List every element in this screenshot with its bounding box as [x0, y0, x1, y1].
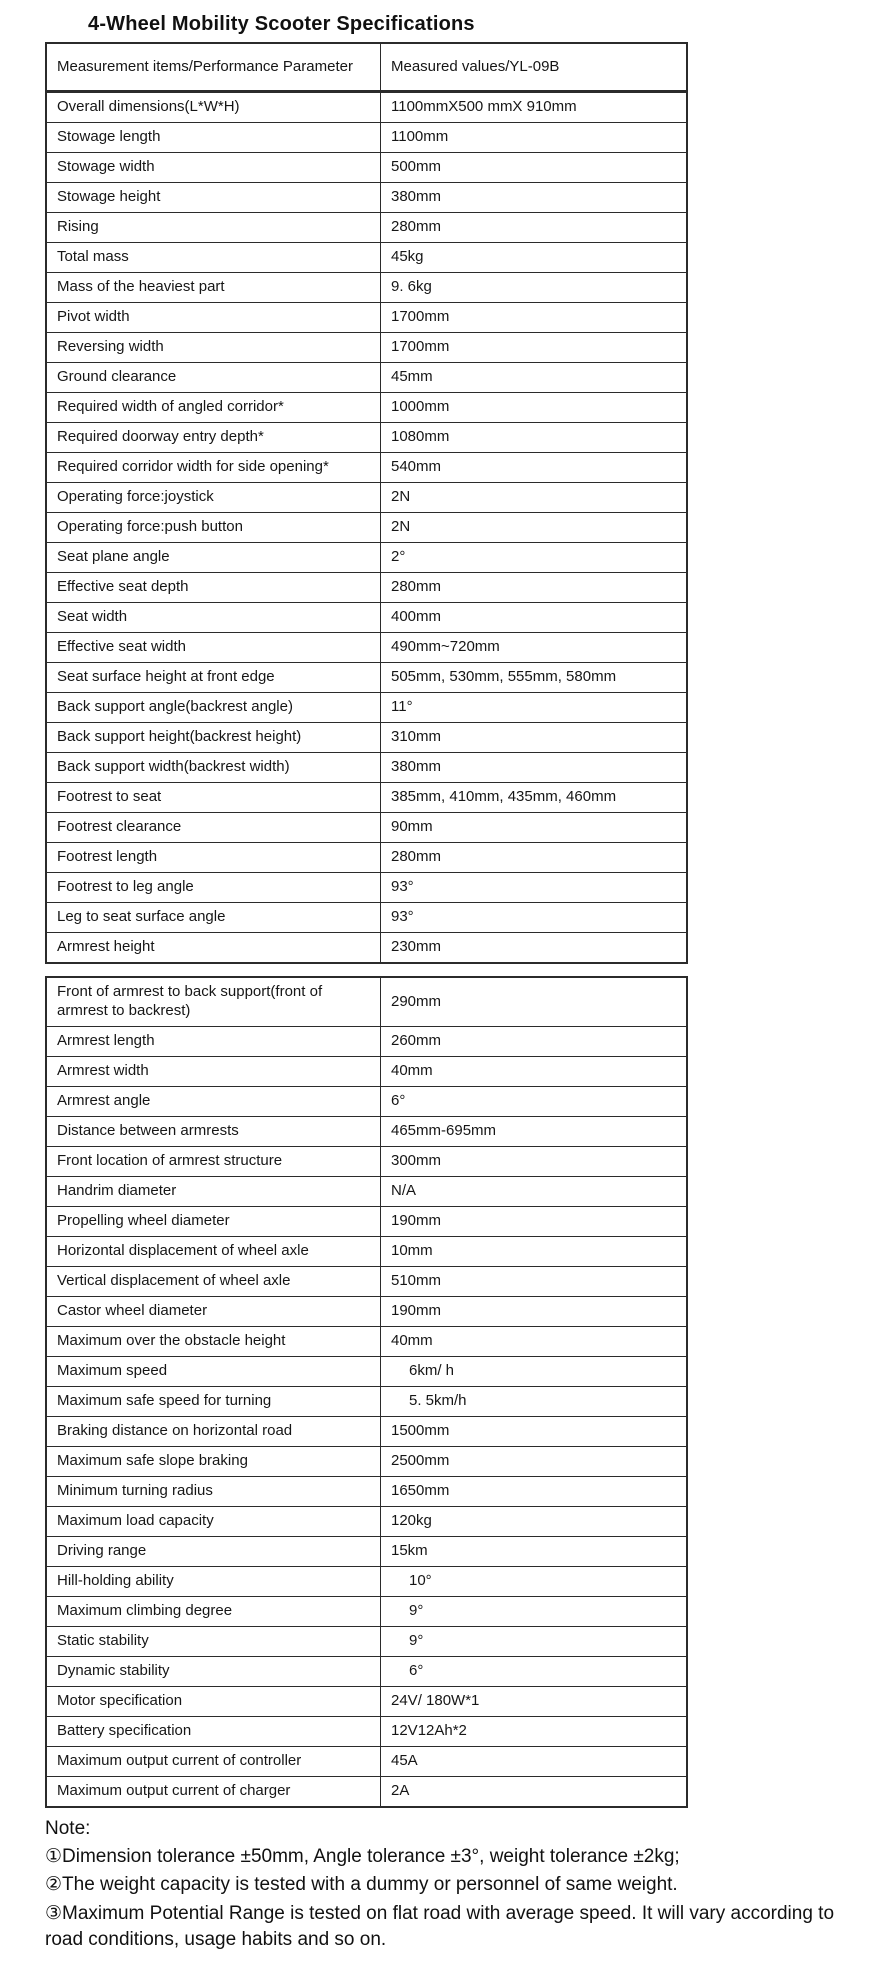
row-value: 45kg: [391, 248, 424, 266]
row-value: 120kg: [391, 1512, 432, 1530]
row-item-label: Overall dimensions(L*W*H): [47, 93, 381, 122]
row-value: 280mm: [391, 218, 442, 236]
row-value: 1100mmX500 mmX 910mm: [391, 98, 577, 116]
row-value: 10mm: [391, 1242, 433, 1260]
row-value: 230mm: [391, 938, 442, 956]
row-value: 190mm: [391, 1212, 442, 1230]
row-value: 45A: [391, 1752, 418, 1770]
spec-table-main: [45, 42, 688, 964]
row-item-label: Maximum speed: [47, 1357, 381, 1386]
header-measurement-items: Measurement items/Performance Parameter: [47, 44, 381, 90]
row-item-label: Front of armrest to back support(front of armrest to backrest): [47, 978, 381, 1026]
table-row: [47, 602, 686, 632]
table-row: [47, 662, 686, 692]
row-item-label: Footrest length: [47, 843, 381, 872]
row-value: 11°: [391, 698, 413, 716]
table-row: [47, 272, 686, 302]
table-body-section-2: [47, 978, 686, 1806]
row-value: 10°: [409, 1572, 432, 1590]
row-value: 540mm: [391, 458, 442, 476]
row-value: 510mm: [391, 1272, 442, 1290]
row-value: N/A: [391, 1182, 417, 1200]
table-row: [47, 242, 686, 272]
table-row: [47, 932, 686, 962]
row-value: 1650mm: [391, 1482, 450, 1500]
table-row: [47, 1356, 686, 1386]
table-row: [47, 332, 686, 362]
row-value: 40mm: [391, 1062, 433, 1080]
table-row: [47, 1716, 686, 1746]
row-value: 2500mm: [391, 1452, 450, 1470]
row-item-label: Leg to seat surface angle: [47, 903, 381, 932]
table-row: [47, 1266, 686, 1296]
table-row: [47, 722, 686, 752]
row-item-label: Castor wheel diameter: [47, 1297, 381, 1326]
table-row: [47, 1116, 686, 1146]
table-row: [47, 812, 686, 842]
row-item-label: Total mass: [47, 243, 381, 272]
row-item-label: Mass of the heaviest part: [47, 273, 381, 302]
table-row: [47, 572, 686, 602]
row-value: 465mm-695mm: [391, 1122, 497, 1140]
row-item-label: Armrest height: [47, 933, 381, 962]
row-item-label: Stowage width: [47, 153, 381, 182]
row-value: 9°: [409, 1602, 424, 1620]
row-value: 380mm: [391, 188, 442, 206]
row-value: 5. 5km/h: [409, 1392, 467, 1410]
row-value: 9. 6kg: [391, 278, 432, 296]
table-row: [47, 1776, 686, 1806]
row-value: 260mm: [391, 1032, 442, 1050]
note-item-1: ①Dimension tolerance ±50mm, Angle tolerance ±3°, weight tolerance ±2kg;: [45, 1846, 680, 1868]
row-value: 45mm: [391, 368, 433, 386]
table-header-row: [47, 44, 686, 92]
row-item-label: Footrest clearance: [47, 813, 381, 842]
table-row: [47, 1056, 686, 1086]
notes-label: Note:: [45, 1818, 91, 1839]
table-row: [47, 1596, 686, 1626]
row-item-label: Distance between armrests: [47, 1117, 381, 1146]
table-row: [47, 1326, 686, 1356]
row-item-label: Pivot width: [47, 303, 381, 332]
row-item-label: Operating force:joystick: [47, 483, 381, 512]
page-title: 4-Wheel Mobility Scooter Specifications: [88, 13, 475, 35]
row-value: 1100mm: [391, 128, 449, 146]
row-item-label: Motor specification: [47, 1687, 381, 1716]
row-value: 6°: [409, 1662, 424, 1680]
table-row: [47, 302, 686, 332]
table-row: [47, 1236, 686, 1266]
row-item-label: Armrest length: [47, 1027, 381, 1056]
table-row: [47, 692, 686, 722]
row-item-label: Rising: [47, 213, 381, 242]
table-row: [47, 92, 686, 122]
row-item-label: Hill-holding ability: [47, 1567, 381, 1596]
row-item-label: Required corridor width for side opening*: [47, 453, 381, 482]
notes-section: [45, 1816, 867, 1953]
table-row: [47, 1086, 686, 1116]
table-row: [47, 482, 686, 512]
row-value: 290mm: [391, 992, 442, 1010]
row-value: 2°: [391, 548, 406, 566]
spec-table-continued: [45, 976, 688, 1808]
row-item-label: Propelling wheel diameter: [47, 1207, 381, 1236]
table-row: [47, 752, 686, 782]
row-item-label: Armrest angle: [47, 1087, 381, 1116]
row-item-label: Effective seat width: [47, 633, 381, 662]
row-item-label: Braking distance on horizontal road: [47, 1417, 381, 1446]
row-value: 1500mm: [391, 1422, 450, 1440]
row-item-label: Maximum output current of controller: [47, 1747, 381, 1776]
table-row: [47, 1626, 686, 1656]
table-row: [47, 362, 686, 392]
row-item-label: Maximum over the obstacle height: [47, 1327, 381, 1356]
row-value: 280mm: [391, 848, 442, 866]
table-row: [47, 1416, 686, 1446]
row-value: 2N: [391, 518, 411, 536]
table-row: [47, 1476, 686, 1506]
row-value: 380mm: [391, 758, 442, 776]
row-item-label: Seat plane angle: [47, 543, 381, 572]
row-value: 310mm: [391, 728, 442, 746]
row-item-label: Reversing width: [47, 333, 381, 362]
row-item-label: Footrest to leg angle: [47, 873, 381, 902]
table-row: [47, 842, 686, 872]
row-item-label: Operating force:push button: [47, 513, 381, 542]
row-item-label: Back support angle(backrest angle): [47, 693, 381, 722]
table-row: [47, 1026, 686, 1056]
note-item-3: ③Maximum Potential Range is tested on flat road with average speed. It will vary according to road conditions, usage habits and so on.: [45, 1902, 835, 1950]
table-row: [47, 1746, 686, 1776]
table-row: [47, 452, 686, 482]
row-value: 40mm: [391, 1332, 433, 1350]
table-row: [47, 1446, 686, 1476]
row-value: 490mm~720mm: [391, 638, 500, 656]
row-value: 1700mm: [391, 338, 450, 356]
table-row: [47, 1176, 686, 1206]
row-item-label: Dynamic stability: [47, 1657, 381, 1686]
note-item-2: ②The weight capacity is tested with a dummy or personnel of same weight.: [45, 1874, 678, 1896]
row-value: 6°: [391, 1092, 406, 1110]
table-row: [47, 632, 686, 662]
row-value: 6km/ h: [409, 1362, 455, 1380]
row-item-label: Required width of angled corridor*: [47, 393, 381, 422]
row-value: 385mm, 410mm, 435mm, 460mm: [391, 788, 617, 806]
table-row: [47, 542, 686, 572]
row-item-label: Back support width(backrest width): [47, 753, 381, 782]
row-item-label: Seat surface height at front edge: [47, 663, 381, 692]
row-item-label: Seat width: [47, 603, 381, 632]
row-item-label: Maximum safe speed for turning: [47, 1387, 381, 1416]
row-item-label: Driving range: [47, 1537, 381, 1566]
table-row: [47, 1386, 686, 1416]
table-row: [47, 422, 686, 452]
table-row: [47, 782, 686, 812]
row-item-label: Ground clearance: [47, 363, 381, 392]
row-item-label: Maximum safe slope braking: [47, 1447, 381, 1476]
row-item-label: Back support height(backrest height): [47, 723, 381, 752]
row-item-label: Armrest width: [47, 1057, 381, 1086]
row-value: 90mm: [391, 818, 433, 836]
table-row: [47, 1686, 686, 1716]
table-row: [47, 152, 686, 182]
row-item-label: Footrest to seat: [47, 783, 381, 812]
row-item-label: Battery specification: [47, 1717, 381, 1746]
row-value: 9°: [409, 1632, 424, 1650]
row-value: 300mm: [391, 1152, 442, 1170]
table-row: [47, 122, 686, 152]
row-item-label: Maximum load capacity: [47, 1507, 381, 1536]
row-item-label: Maximum output current of charger: [47, 1777, 381, 1806]
row-value: 505mm, 530mm, 555mm, 580mm: [391, 668, 617, 686]
row-item-label: Required doorway entry depth*: [47, 423, 381, 452]
table-row: [47, 1146, 686, 1176]
row-item-label: Maximum climbing degree: [47, 1597, 381, 1626]
row-value: 15km: [391, 1542, 428, 1560]
row-value: 1700mm: [391, 308, 450, 326]
row-item-label: Handrim diameter: [47, 1177, 381, 1206]
row-item-label: Horizontal displacement of wheel axle: [47, 1237, 381, 1266]
table-row: [47, 1656, 686, 1686]
row-item-label: Front location of armrest structure: [47, 1147, 381, 1176]
table-row: [47, 902, 686, 932]
table-row: [47, 978, 686, 1026]
table-row: [47, 1536, 686, 1566]
row-item-label: Stowage length: [47, 123, 381, 152]
table-row: [47, 1566, 686, 1596]
table-row: [47, 512, 686, 542]
row-item-label: Static stability: [47, 1627, 381, 1656]
row-value: 2N: [391, 488, 411, 506]
row-item-label: Stowage height: [47, 183, 381, 212]
row-value: 500mm: [391, 158, 442, 176]
header-measured-values: Measured values/YL-09B: [391, 57, 560, 75]
row-value: 1000mm: [391, 398, 450, 416]
row-value: 190mm: [391, 1302, 442, 1320]
table-row: [47, 182, 686, 212]
row-item-label: Vertical displacement of wheel axle: [47, 1267, 381, 1296]
table-row: [47, 392, 686, 422]
table-body-section-1: [47, 92, 686, 962]
row-value: 93°: [391, 908, 414, 926]
row-value: 93°: [391, 878, 414, 896]
table-row: [47, 1296, 686, 1326]
row-value: 12V12Ah*2: [391, 1722, 467, 1740]
row-item-label: Effective seat depth: [47, 573, 381, 602]
table-row: [47, 872, 686, 902]
row-value: 1080mm: [391, 428, 450, 446]
table-row: [47, 1506, 686, 1536]
row-value: 280mm: [391, 578, 442, 596]
table-row: [47, 212, 686, 242]
row-item-label: Minimum turning radius: [47, 1477, 381, 1506]
row-value: 400mm: [391, 608, 442, 626]
table-row: [47, 1206, 686, 1236]
row-value: 24V/ 180W*1: [391, 1692, 480, 1710]
row-value: 2A: [391, 1782, 410, 1800]
